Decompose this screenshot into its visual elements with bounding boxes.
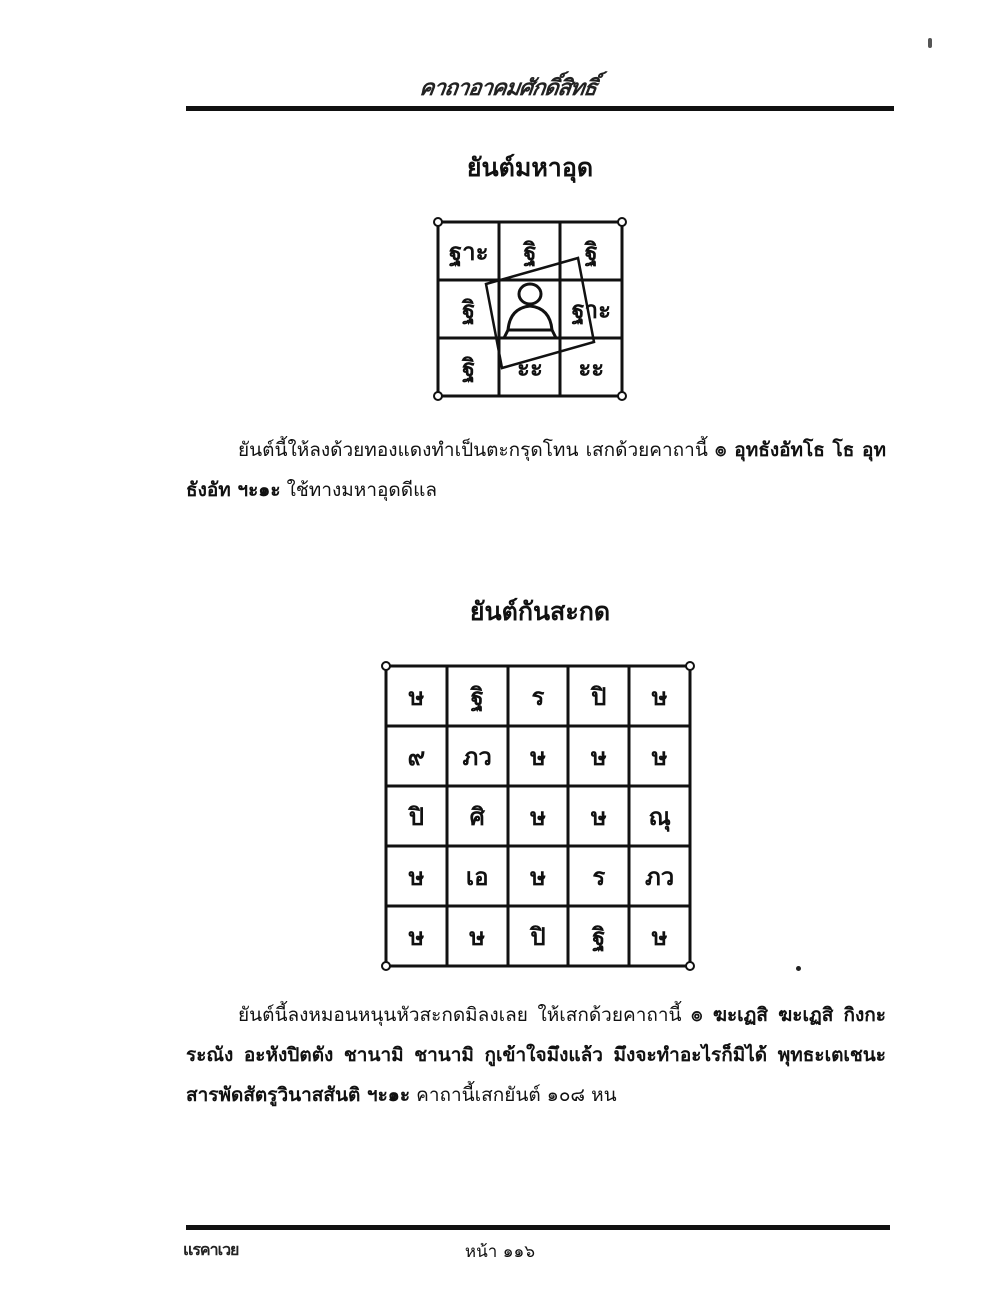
- yantra-glyph: ภว: [644, 862, 675, 891]
- yantra-glyph: ษ: [530, 742, 546, 771]
- section2-title: ยันต์กันสะกด: [469, 597, 611, 626]
- header-rule: [186, 106, 894, 111]
- yantra-glyph: ษ: [530, 802, 546, 831]
- publisher-logo-text: แรคาเวย: [183, 1240, 239, 1259]
- section1-paragraph-lead: ยันต์นี้ให้ลงด้วยทองแดงทำเป็นตะกรุดโทน เสกด้วยคาถานี้: [238, 439, 708, 461]
- yantra-glyph: ฐิ: [523, 237, 537, 266]
- section1-paragraph-tail: ใช้ทางมหาอุดดีแล: [286, 479, 437, 501]
- running-header-title: คาถาอาคมศักดิ์สิทธิ์: [417, 75, 599, 101]
- yantra-glyph: ษ: [590, 742, 607, 771]
- yantra-glyph: ษ: [651, 682, 668, 711]
- yantra-glyph: ษ: [530, 862, 546, 891]
- stray-mark: [796, 966, 801, 971]
- yantra-glyph: ษ: [408, 922, 425, 951]
- yantra-glyph: ฐิ: [584, 237, 598, 266]
- section1-incantation: ๏ อุทธังอัทโธ โธ อุท ธังอัท ฯะ๑ะ: [186, 439, 886, 501]
- footer-rule: [186, 1225, 890, 1230]
- scan-speck: [928, 38, 932, 48]
- yantra-glyph: ภว: [462, 742, 492, 771]
- yantra-glyph: ฐิ: [592, 922, 606, 951]
- yantra-glyph: ศิ: [469, 802, 485, 831]
- section2-paragraph: [186, 995, 886, 1115]
- yantra-glyph: ฐิ: [462, 353, 476, 382]
- yantra-glyph: ฐิ: [462, 295, 476, 324]
- section1-title: ยันต์มหาอุด: [466, 153, 594, 182]
- yantra-glyph: ษ: [469, 922, 486, 951]
- yantra-glyph: ะะ: [578, 353, 605, 382]
- yantra-glyph: ๙: [407, 742, 426, 771]
- yantra-glyph: ษ: [651, 922, 668, 951]
- yantra-kan-sakot: [378, 656, 700, 978]
- yantra-glyph: ปิ: [530, 922, 546, 951]
- yantra-glyph: ร: [531, 682, 545, 711]
- yantra-glyph: ปิ: [591, 682, 607, 711]
- yantra-maha-ud: [428, 212, 632, 408]
- yantra-glyph: เอ: [465, 862, 489, 891]
- section1-paragraph: [186, 430, 886, 510]
- page-number: หน้า ๑๑๖: [464, 1242, 536, 1262]
- yantra-glyph: ฐาะ: [571, 295, 612, 324]
- section2-incantation: ๏ ฆะเฏสิ ฆะเฏสิ กิงกะระณัง อะหังปิตตัง ชานามิ ชานามิ กูเข้าใจมึงแล้ว มึงจะทำอะไรก็มิได้ พุทธะเตเชนะ สารพัดสัตรูวินาสสันติ ฯะ๑ะ: [186, 1004, 886, 1106]
- yantra-glyph: ษ: [408, 682, 425, 711]
- yantra-glyph: ษ: [408, 862, 425, 891]
- yantra-glyph: ษ: [590, 802, 607, 831]
- yantra-glyph: ฐาะ: [448, 237, 489, 266]
- section2-paragraph-lead: ยันต์นี้ลงหมอนหนุนหัวสะกดมิลงเลย ให้เสกด้วยคาถานี้: [238, 1004, 682, 1026]
- section2-paragraph-tail: คาถานี้เสกยันต์ ๑๐๘ หน: [416, 1084, 617, 1106]
- yantra-glyph: ปิ: [408, 802, 425, 831]
- yantra-glyph: ณุ: [648, 802, 671, 831]
- yantra-glyph: ร: [592, 862, 606, 891]
- yantra-glyph: ฐิ: [470, 682, 484, 711]
- yantra-glyph: ะะ: [517, 353, 543, 382]
- yantra-glyph: ษ: [651, 742, 668, 771]
